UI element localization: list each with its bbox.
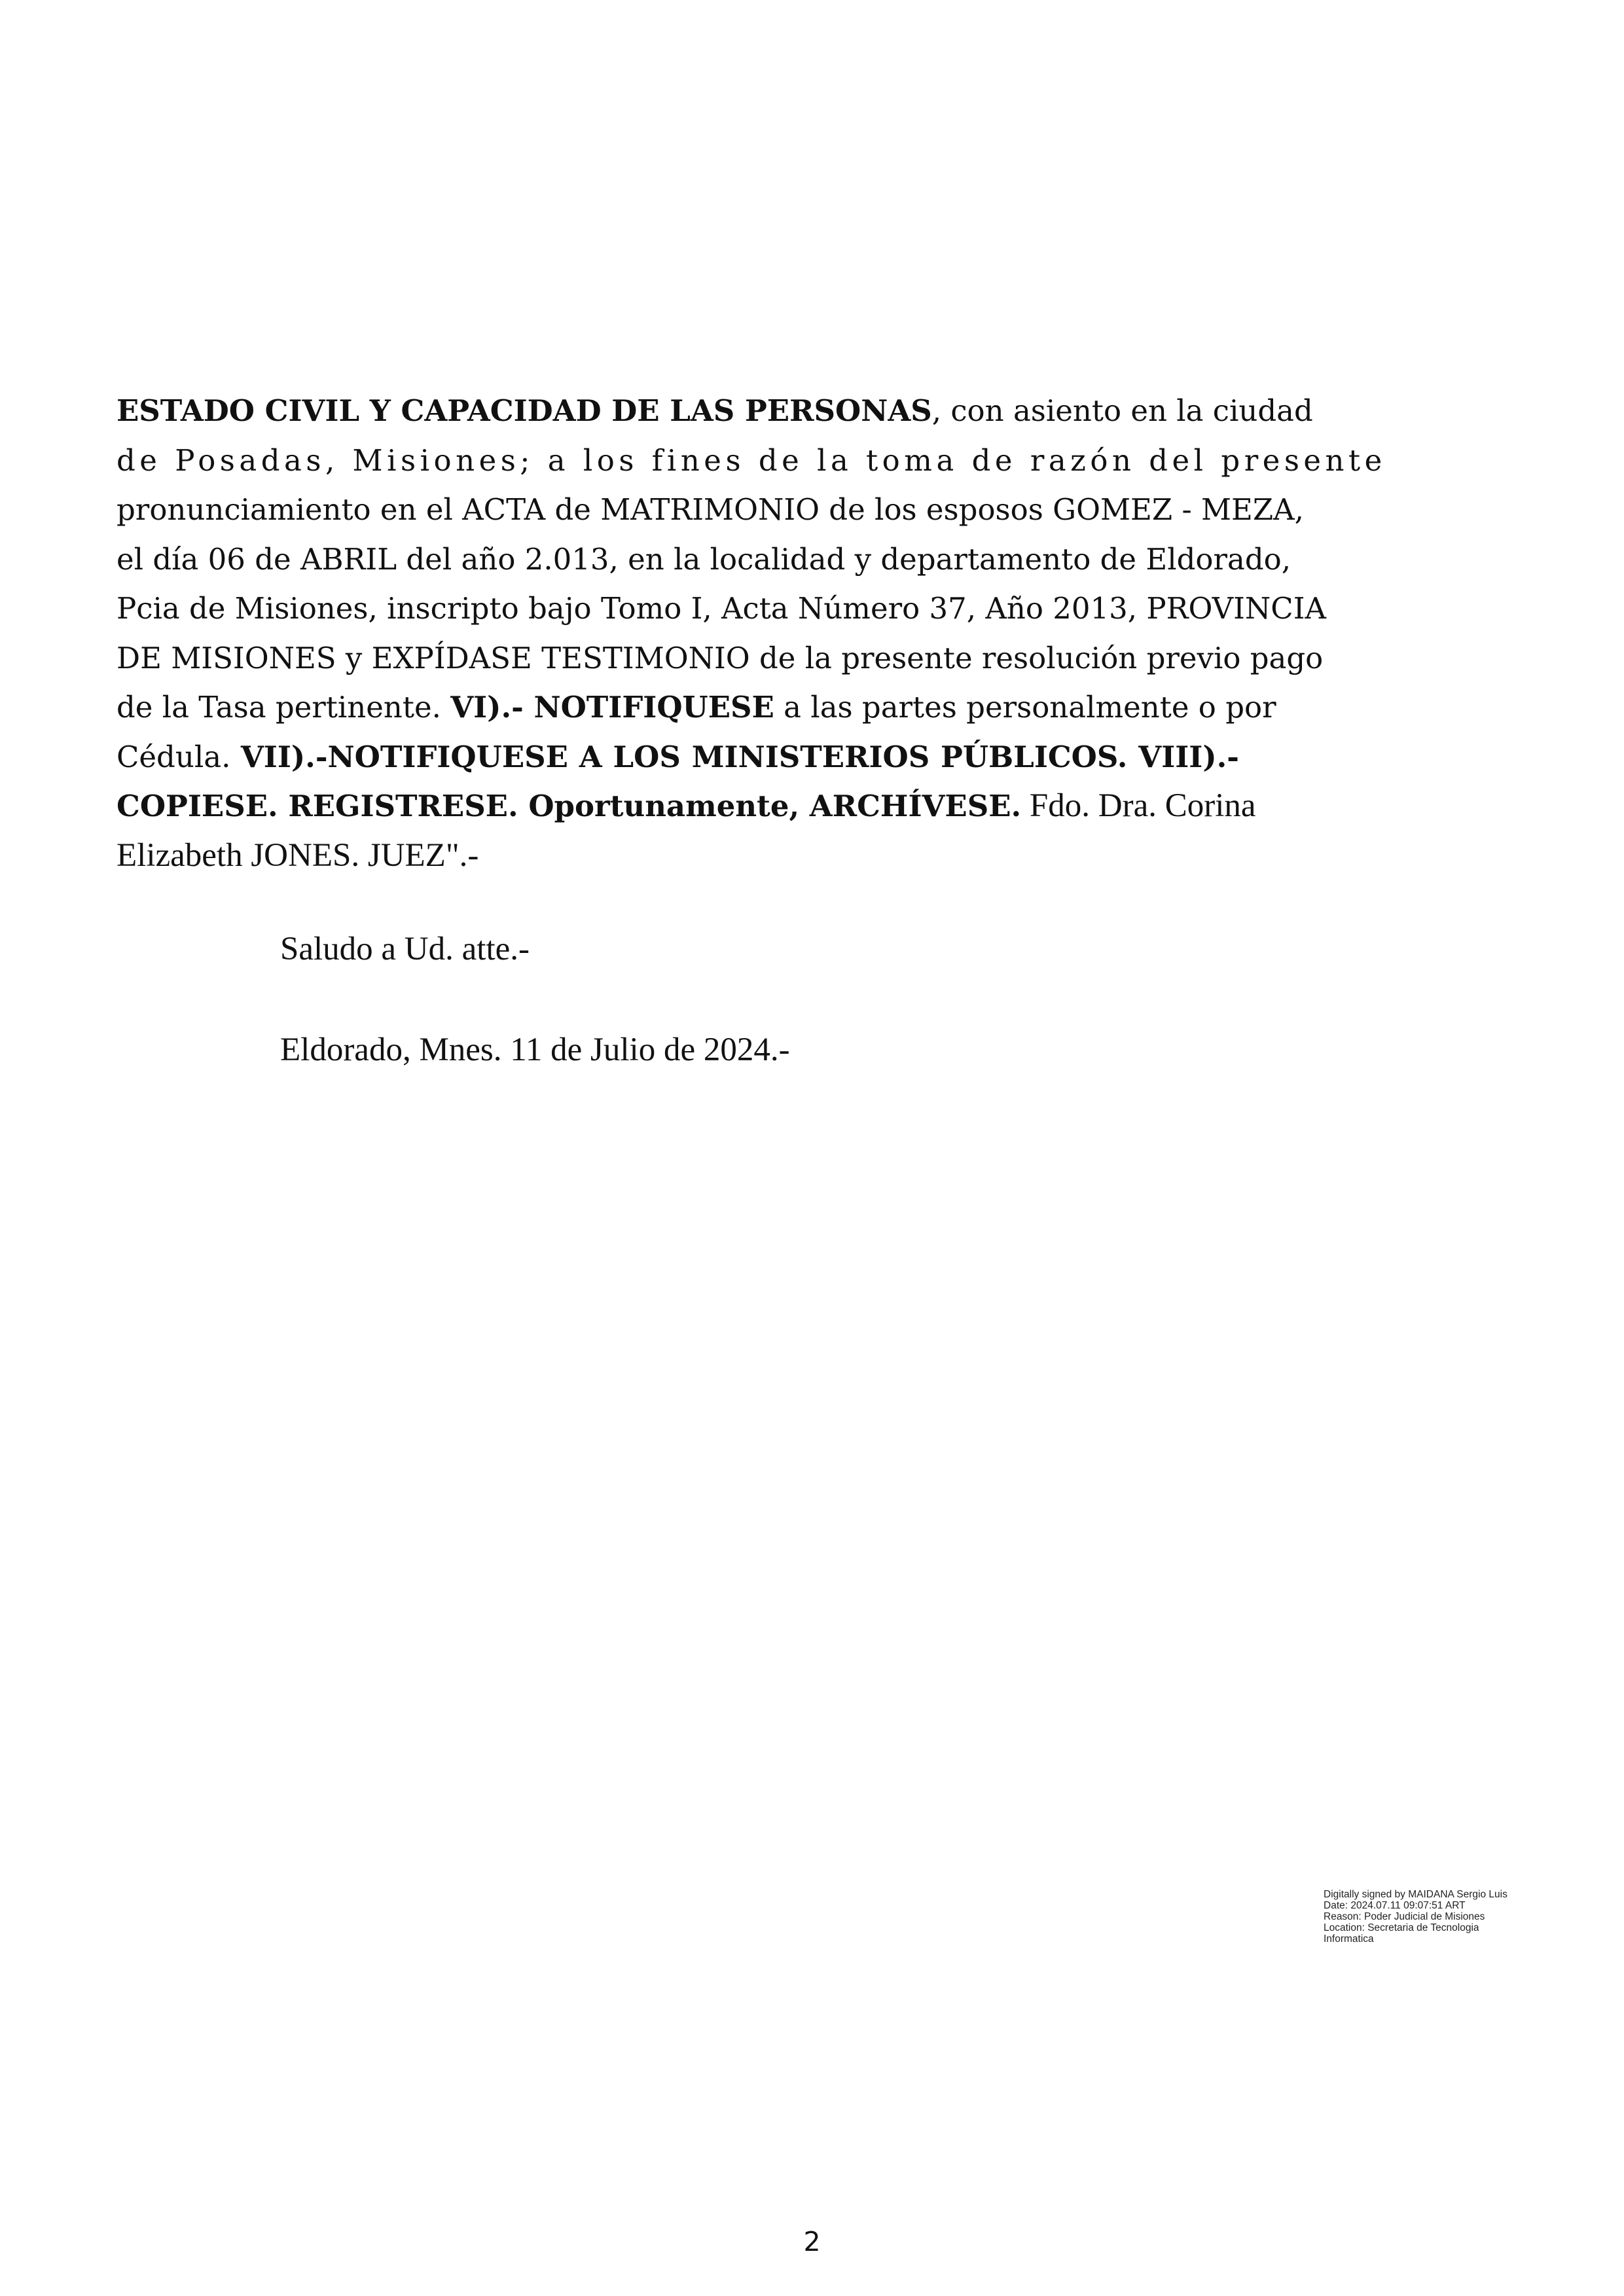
text-segment: VI).- NOTIFIQUESE [450, 690, 774, 725]
text-segment: de Posadas, Misiones; a los fines de la toma de razón del presente [117, 442, 1386, 478]
signature-signer: Digitally signed by MAIDANA Sergio Luis [1324, 1889, 1507, 1900]
text-segment: Elizabeth JONES. JUEZ".- [117, 836, 479, 874]
text-line [117, 386, 1313, 436]
text-segment: DE MISIONES y EXPÍDASE TESTIMONIO de la presente resolución previo pago [117, 640, 1324, 675]
text-line [117, 535, 1291, 584]
text-line [117, 781, 1256, 831]
text-line [117, 436, 1386, 486]
text-segment: de la Tasa pertinente. [117, 690, 451, 725]
text-line [117, 831, 1239, 881]
text-line [117, 732, 1239, 782]
text-segment: Fdo. Dra. Corina [1021, 787, 1256, 824]
text-line [117, 485, 1304, 535]
closing-greeting: Saludo a Ud. atte.- [280, 931, 530, 967]
text-segment: pronunciamiento en el ACTA de MATRIMONIO de los esposos GOMEZ - MEZA, [117, 492, 1304, 527]
text-segment: Cédula. [117, 739, 241, 774]
text-segment: COPIESE. REGISTRESE. Oportunamente, ARCHÍVESE. [117, 789, 1022, 823]
resolution-text [117, 386, 1386, 880]
digital-signature-stamp [1324, 1889, 1572, 1945]
page-number: 2 [803, 2226, 821, 2257]
text-segment: el día 06 de ABRIL del año 2.013, en la localidad y departamento de Eldorado, [117, 541, 1291, 577]
text-segment: VII).-NOTIFIQUESE A LOS MINISTERIOS PÚBLICOS. VIII).- [240, 739, 1239, 774]
signature-reason: Reason: Poder Judicial de Misiones [1324, 1911, 1485, 1922]
place-and-date: Eldorado, Mnes. 11 de Julio de 2024.- [280, 1031, 790, 1068]
text-segment: Pcia de Misiones, inscripto bajo Tomo I, Acta Número 37, Año 2013, PROVINCIA [117, 591, 1326, 626]
text-line [117, 683, 1276, 732]
text-line [117, 584, 1326, 634]
text-segment: , con asiento en la ciudad [931, 393, 1313, 428]
signature-location: Location: Secretaria de Tecnologia [1324, 1922, 1479, 1933]
signature-date: Date: 2024.07.11 09:07:51 ART [1324, 1900, 1466, 1911]
text-segment: ESTADO CIVIL Y CAPACIDAD DE LAS PERSONAS [117, 393, 932, 428]
text-line [117, 634, 1324, 683]
text-segment: a las partes personalmente o por [774, 690, 1276, 725]
signature-location-cont: Informatica [1324, 1933, 1374, 1945]
